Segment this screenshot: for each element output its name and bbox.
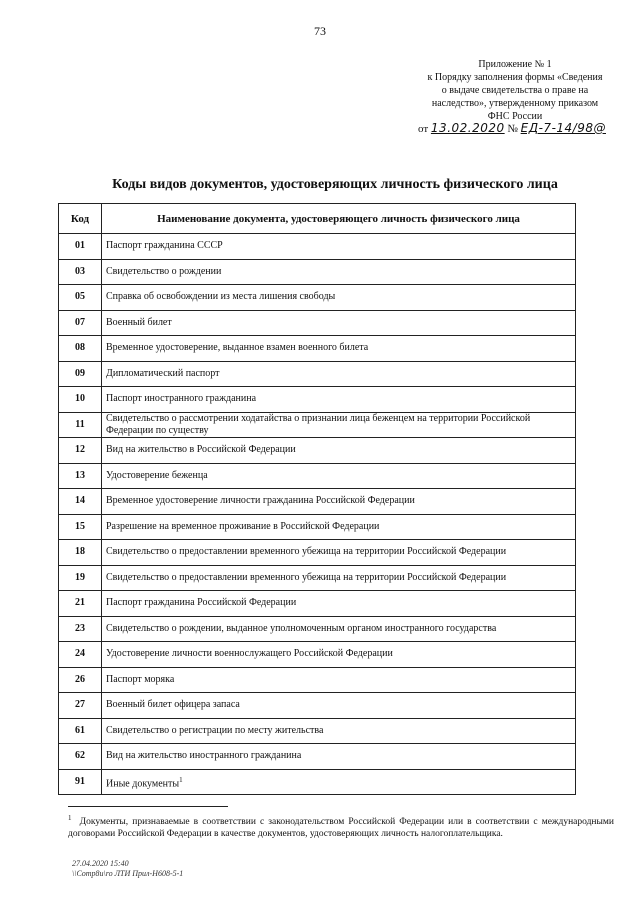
table-body — [59, 234, 576, 795]
footnote-text: Документы, признаваемые в соответствии с законодательством Российской Федерации или в соответствии с международными договорами Российской Федерации в качестве документов, удостоверяющих личность налогоплательщика. — [68, 817, 614, 840]
row-document-name — [102, 489, 576, 515]
table-row — [59, 616, 576, 642]
row-code: 05 — [59, 285, 102, 311]
row-document-name — [102, 718, 576, 744]
row-code: 24 — [59, 642, 102, 668]
table-row — [59, 565, 576, 591]
row-code: 21 — [59, 591, 102, 617]
row-code: 01 — [59, 234, 102, 260]
table-row — [59, 667, 576, 693]
appendix-block — [400, 58, 630, 123]
appendix-line: Приложение № 1 — [478, 59, 552, 70]
row-document-name-text: Разрешение на временное проживание в Российской Федерации — [106, 520, 380, 532]
table-row — [59, 361, 576, 387]
order-number-prefix: № — [507, 123, 518, 135]
row-document-name-text: Свидетельство о предоставлении временного убежища на территории Российской Федерации — [106, 571, 507, 583]
table-row — [59, 259, 576, 285]
table-row — [59, 540, 576, 566]
order-date: 13.02.2020 — [430, 121, 505, 135]
row-document-name-text: Свидетельство о рождении, выданное уполномоченным органом иностранного государства — [106, 622, 497, 634]
row-document-name-text: Свидетельство о рождении — [106, 265, 222, 277]
order-number: ЕД-7-14/98@ — [520, 121, 606, 135]
row-code: 03 — [59, 259, 102, 285]
row-document-name — [102, 336, 576, 362]
header-name: Наименование документа, удостоверяющего личность физического лица — [102, 204, 576, 234]
row-document-name — [102, 438, 576, 464]
row-code: 26 — [59, 667, 102, 693]
row-document-name — [102, 412, 576, 438]
row-document-name-text: Свидетельство о предоставлении временного убежища на территории Российской Федерации — [106, 546, 507, 558]
table-row — [59, 285, 576, 311]
footnote — [68, 812, 614, 840]
appendix-line: ФНС России — [487, 111, 543, 122]
row-code: 15 — [59, 514, 102, 540]
row-document-name — [102, 387, 576, 413]
table-row — [59, 718, 576, 744]
row-document-name-text: Военный билет — [106, 316, 172, 328]
footnote-marker: 1 — [68, 814, 72, 822]
table-row — [59, 438, 576, 464]
row-document-name — [102, 744, 576, 770]
row-code: 27 — [59, 693, 102, 719]
row-document-name-text: Справка об освобождении из места лишения свободы — [106, 291, 336, 303]
table-header-row — [59, 204, 576, 234]
row-document-name-text: Иные документы — [106, 777, 180, 789]
row-document-name-text: Временное удостоверение личности гражданина Российской Федерации — [106, 495, 415, 507]
row-document-name — [102, 540, 576, 566]
print-stamp — [72, 859, 183, 879]
table-row — [59, 489, 576, 515]
row-document-name-text: Паспорт гражданина Российской Федерации — [106, 597, 297, 609]
row-document-name-text: Паспорт моряка — [106, 673, 175, 685]
footnote-divider — [68, 806, 228, 807]
row-document-name-text: Удостоверение беженца — [106, 469, 208, 481]
row-code: 14 — [59, 489, 102, 515]
row-document-name-text: Военный билет офицера запаса — [106, 699, 240, 711]
row-code: 62 — [59, 744, 102, 770]
row-code: 61 — [59, 718, 102, 744]
row-document-name-text: Паспорт иностранного гражданина — [106, 393, 257, 405]
row-document-name — [102, 642, 576, 668]
table-row — [59, 234, 576, 260]
row-document-name — [102, 616, 576, 642]
table-row — [59, 310, 576, 336]
row-document-name — [102, 667, 576, 693]
row-document-name — [102, 285, 576, 311]
table-row — [59, 744, 576, 770]
row-code: 09 — [59, 361, 102, 387]
row-document-name — [102, 234, 576, 260]
document-codes-table — [58, 203, 576, 795]
header-code: Код — [59, 204, 102, 234]
row-document-name — [102, 361, 576, 387]
appendix-line: наследство», утвержденному приказом — [431, 98, 599, 109]
row-document-name — [102, 591, 576, 617]
row-code: 10 — [59, 387, 102, 413]
row-code: 91 — [59, 769, 102, 795]
row-document-name — [102, 693, 576, 719]
row-document-name-text: Паспорт гражданина СССР — [106, 240, 223, 252]
page-number: 73 — [314, 24, 326, 38]
row-code: 08 — [59, 336, 102, 362]
table-row — [59, 769, 576, 795]
table-row — [59, 387, 576, 413]
row-document-name — [102, 769, 576, 795]
row-code: 11 — [59, 412, 102, 438]
row-document-name-text: Свидетельство о рассмотрении ходатайства о признании лица беженцем на территории Российской Федерации по существу — [106, 412, 531, 436]
table-row — [59, 463, 576, 489]
table-row — [59, 591, 576, 617]
row-code: 07 — [59, 310, 102, 336]
table-row — [59, 642, 576, 668]
row-code: 23 — [59, 616, 102, 642]
row-document-name — [102, 259, 576, 285]
row-document-name — [102, 310, 576, 336]
stamp-date: 27.04.2020 15:40 — [72, 859, 129, 868]
row-document-name-text: Вид на жительство иностранного гражданина — [106, 750, 302, 762]
row-document-name-text: Свидетельство о регистрации по месту жительства — [106, 724, 324, 736]
appendix-line: к Порядку заполнения формы «Сведения — [427, 72, 603, 83]
row-document-name-text: Дипломатический паспорт — [106, 367, 220, 379]
footnote-reference: 1 — [179, 775, 183, 784]
table-row — [59, 412, 576, 438]
row-document-name — [102, 565, 576, 591]
table-row — [59, 514, 576, 540]
row-code: 19 — [59, 565, 102, 591]
stamp-path: \\Comp8u\ro ЛТИ Прил-Н608-5-1 — [72, 869, 184, 878]
row-document-name-text: Вид на жительство в Российской Федерации — [106, 444, 296, 456]
row-document-name — [102, 463, 576, 489]
order-prefix: от — [418, 123, 429, 135]
document-title: Коды видов документов, удостоверяющих личность физического лица — [112, 177, 558, 192]
appendix-line: о выдаче свидетельства о праве на — [441, 85, 589, 96]
row-document-name-text: Временное удостоверение, выданное взамен военного билета — [106, 342, 369, 354]
row-document-name — [102, 514, 576, 540]
order-reference — [418, 121, 606, 135]
row-code: 18 — [59, 540, 102, 566]
row-code: 12 — [59, 438, 102, 464]
row-document-name-text: Удостоверение личности военнослужащего Российской Федерации — [106, 648, 393, 660]
table-row — [59, 693, 576, 719]
table-row — [59, 336, 576, 362]
row-code: 13 — [59, 463, 102, 489]
